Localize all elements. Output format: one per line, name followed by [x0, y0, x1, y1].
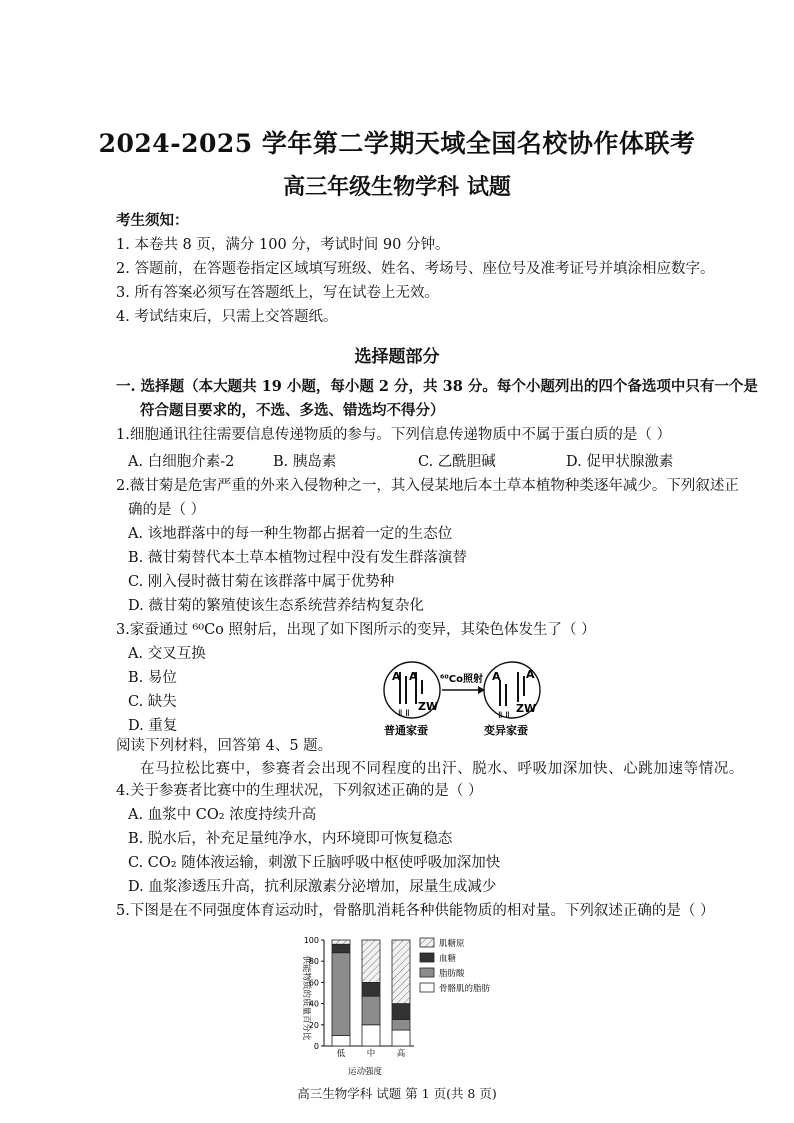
x-tick-label: 高	[396, 1049, 406, 1059]
bar-segment	[362, 940, 380, 982]
gene-label: A	[409, 670, 418, 683]
bar-segment	[362, 982, 380, 996]
q2-stem-cont: 确的是（ ）	[128, 502, 206, 518]
bar-segment	[392, 1030, 410, 1046]
notice-item: 2. 答题前，在答题卷指定区域填写班级、姓名、考场号、座位号及准考证号并填涂相应数字。	[116, 261, 715, 277]
notice-item: 1. 本卷共 8 页，满分 100 分，考试时间 90 分钟。	[116, 237, 450, 253]
y-tick-label: 0	[313, 1042, 319, 1051]
notice-item: 4. 考试结束后，只需上交答题纸。	[116, 309, 338, 325]
bar-segment	[332, 953, 350, 1036]
gene-label: A	[526, 668, 535, 681]
bar-segment	[332, 1035, 350, 1046]
q2-option-a: A. 该地群落中的每一种生物都占据着一定的生态位	[128, 526, 453, 542]
x-tick-label: 中	[366, 1049, 376, 1059]
q3-stem: 3.家蚕通过 ⁶⁰Co 照射后，出现了如下图所示的变异，其染色体发生了（ ）	[116, 622, 596, 638]
q2-stem: 2.薇甘菊是危害严重的外来入侵物种之一，其入侵某地后本土草本植物种类逐年减少。下列叙述正	[116, 478, 739, 494]
exam-subtitle: 高三年级生物学科 试题	[283, 174, 511, 200]
q3-option-b: B. 易位	[128, 670, 177, 686]
legend-label: 肌糖原	[439, 939, 465, 949]
y-tick-label: 40	[308, 999, 319, 1009]
page-footer: 高三生物学科 试题 第 1 页(共 8 页)	[297, 1086, 497, 1101]
legend-swatch	[420, 968, 434, 977]
x-tick-label: 低	[336, 1049, 346, 1059]
q3-option-d: D. 重复	[128, 718, 178, 734]
x-axis-label: 运动强度	[347, 1067, 383, 1077]
irradiation-label: ⁶⁰Co照射	[440, 674, 483, 685]
exam-title: 2024-2025 学年第二学期天域全国名校协作体联考	[98, 129, 696, 158]
q5-stem: 5.下图是在不同强度体育运动时，骨骼肌消耗各种供能物质的相对量。下列叙述正确的是（ ）	[116, 903, 715, 919]
legend-swatch	[420, 983, 434, 992]
legend-label: 脂肪酸	[439, 969, 465, 979]
q2-option-b: B. 薇甘菊替代本土草本植物过程中没有发生群落演替	[128, 550, 467, 566]
y-tick-label: 60	[308, 978, 319, 988]
section-title: 选择题部分	[354, 347, 440, 367]
legend-swatch	[420, 953, 434, 962]
sex-chromosome-label: ZW	[516, 702, 537, 715]
reading-material: 在马拉松比赛中，参赛者会出现不同程度的出汗、脱水、呼吸加深加快、心跳加速等情况。	[140, 761, 744, 777]
bar-segment	[332, 944, 350, 952]
chromosome-number: Ⅱ Ⅱ	[398, 709, 410, 719]
q3-chromosome-figure	[370, 650, 570, 740]
y-axis-label: 供能物质的质量百分比	[301, 955, 311, 1041]
part1-instruction: 一. 选择题（本大题共 19 小题，每小题 2 分，共 38 分。每个小题列出的四个备选项中只有一个是	[116, 378, 758, 395]
q4-stem: 4.关于参赛者比赛中的生理状况，下列叙述正确的是（ ）	[116, 783, 483, 799]
gene-label: A	[392, 670, 401, 683]
y-tick-label: 20	[308, 1020, 319, 1030]
bar-segment	[392, 1004, 410, 1020]
q4-option-d: D. 血浆渗透压升高，抗利尿激素分泌增加，尿量生成减少	[128, 879, 497, 895]
q3-option-c: C. 缺失	[128, 694, 177, 710]
q4-option-a: A. 血浆中 CO₂ 浓度持续升高	[128, 807, 317, 823]
bar-segment	[362, 1025, 380, 1046]
bar-segment	[392, 940, 410, 1004]
q1-stem: 1.细胞通讯往往需要信息传递物质的参与。下列信息传递物质中不属于蛋白质的是（ ）	[116, 427, 671, 443]
q4-option-b: B. 脱水后，补充足量纯净水，内环境即可恢复稳态	[128, 831, 453, 847]
notice-item: 3. 所有答案必须写在答题纸上，写在试卷上无效。	[116, 285, 439, 301]
bar-segment	[362, 996, 380, 1025]
part1-instruction-cont: 符合题目要求的，不选、多选、错选均不得分）	[140, 402, 445, 419]
bar-segment	[332, 940, 350, 944]
energy-substrate-chart	[288, 928, 528, 1080]
sex-chromosome-label: ZW	[418, 700, 439, 713]
q2-option-d: D. 薇甘菊的繁殖使该生态系统营养结构复杂化	[128, 598, 424, 614]
q4-option-c: C. CO₂ 随体液运输，刺激下丘脑呼吸中枢使呼吸加深加快	[128, 855, 501, 871]
q1-option-b: B. 胰岛素	[273, 454, 337, 470]
q2-option-c: C. 刚入侵时薇甘菊在该群落中属于优势种	[128, 574, 395, 590]
legend-swatch	[420, 938, 434, 947]
normal-silkworm-caption: 普通家蚕	[384, 724, 428, 737]
q1-option-c: C. 乙酰胆碱	[418, 454, 496, 470]
reading-intro: 阅读下列材料，回答第 4、5 题。	[116, 738, 333, 754]
q3-option-a: A. 交叉互换	[128, 646, 206, 662]
y-tick-label: 100	[303, 936, 319, 945]
q1-option-a: A. 白细胞介素-2	[128, 454, 235, 470]
bar-segment	[392, 1020, 410, 1031]
chromosome-number: Ⅱ Ⅱ	[498, 711, 510, 721]
notice-heading: 考生须知：	[116, 212, 189, 229]
y-tick-label: 80	[308, 957, 319, 967]
mutant-silkworm-caption: 变异家蚕	[484, 724, 528, 737]
gene-label: A	[492, 670, 501, 683]
q1-option-d: D. 促甲状腺激素	[566, 454, 674, 470]
legend-label: 血糖	[439, 954, 457, 964]
legend-label: 骨骼肌的脂肪	[439, 984, 491, 994]
